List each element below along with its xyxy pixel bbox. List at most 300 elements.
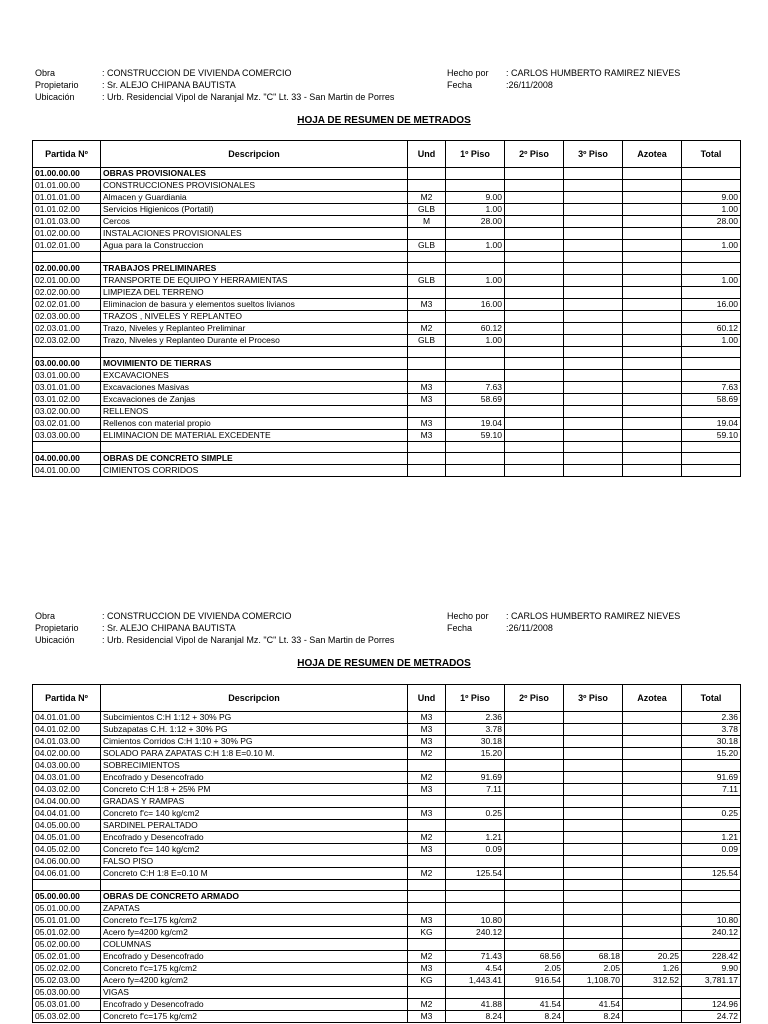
cell-piso2	[505, 287, 564, 299]
propietario-label: Propietario	[35, 623, 79, 633]
cell-und	[408, 453, 446, 465]
cell-descripcion: FALSO PISO	[101, 856, 408, 868]
cell-descripcion: Acero fy=4200 kg/cm2	[101, 975, 408, 987]
table-row	[33, 370, 741, 382]
cell-piso2	[505, 808, 564, 820]
cell-piso1: 1.21	[446, 832, 505, 844]
cell-piso2	[505, 832, 564, 844]
cell-descripcion: Eliminacion de basura y elementos sueltos livianos	[101, 299, 408, 311]
cell-azotea	[623, 228, 682, 240]
cell-descripcion: Trazo, Niveles y Replanteo Preliminar	[101, 323, 408, 335]
table-row	[33, 228, 741, 240]
col-header-descripcion: Descripcion	[101, 141, 408, 168]
cell-total	[682, 465, 741, 477]
cell-azotea	[623, 204, 682, 216]
cell-piso1: 0.09	[446, 844, 505, 856]
table-row	[33, 736, 741, 748]
cell-total: 9.00	[682, 192, 741, 204]
cell-piso3	[564, 311, 623, 323]
cell-piso1	[446, 263, 505, 275]
cell-piso1: 4.54	[446, 963, 505, 975]
cell-piso1: 125.54	[446, 868, 505, 880]
cell-azotea	[623, 856, 682, 868]
cell-piso3	[564, 287, 623, 299]
cell-partida: 01.01.01.00	[33, 192, 101, 204]
table-row	[33, 712, 741, 724]
hecho-value: : CARLOS HUMBERTO RAMIREZ NIEVES	[506, 611, 681, 621]
cell-partida: 01.01.02.00	[33, 204, 101, 216]
cell-total	[682, 891, 741, 903]
cell-und	[408, 987, 446, 999]
col-header-und: Und	[408, 141, 446, 168]
cell-und: GLB	[408, 335, 446, 347]
propietario-value: : Sr. ALEJO CHIPANA BAUTISTA	[102, 623, 236, 633]
cell-piso2	[505, 891, 564, 903]
cell-piso3	[564, 347, 623, 358]
cell-total	[682, 358, 741, 370]
cell-piso3	[564, 358, 623, 370]
cell-descripcion: COLUMNAS	[101, 939, 408, 951]
cell-piso3	[564, 465, 623, 477]
cell-piso3	[564, 915, 623, 927]
cell-descripcion: Subcimientos C:H 1:12 + 30% PG	[101, 712, 408, 724]
cell-total: 19.04	[682, 418, 741, 430]
cell-und	[408, 228, 446, 240]
cell-azotea	[623, 987, 682, 999]
cell-partida: 02.03.01.00	[33, 323, 101, 335]
cell-und: M2	[408, 999, 446, 1011]
cell-azotea	[623, 891, 682, 903]
cell-total: 1.00	[682, 240, 741, 252]
table-row	[33, 987, 741, 999]
cell-azotea	[623, 712, 682, 724]
cell-azotea	[623, 418, 682, 430]
cell-piso2	[505, 987, 564, 999]
cell-azotea	[623, 844, 682, 856]
cell-total: 1.21	[682, 832, 741, 844]
cell-piso2	[505, 880, 564, 891]
cell-piso2	[505, 311, 564, 323]
cell-piso2	[505, 868, 564, 880]
cell-piso1	[446, 347, 505, 358]
cell-azotea	[623, 465, 682, 477]
metrados-table-2	[32, 684, 741, 1023]
cell-azotea	[623, 168, 682, 180]
cell-und: M3	[408, 1011, 446, 1023]
table-row	[33, 891, 741, 903]
cell-und: M3	[408, 712, 446, 724]
table-row	[33, 796, 741, 808]
cell-piso1: 16.00	[446, 299, 505, 311]
table-row	[33, 358, 741, 370]
cell-piso1	[446, 168, 505, 180]
col-header-piso1: 1º Piso	[446, 685, 505, 712]
cell-azotea	[623, 927, 682, 939]
header-left-values	[102, 67, 394, 103]
cell-piso1: 28.00	[446, 216, 505, 228]
cell-piso3	[564, 180, 623, 192]
cell-und: M3	[408, 382, 446, 394]
cell-azotea	[623, 263, 682, 275]
table-row	[33, 287, 741, 299]
hecho-value: : CARLOS HUMBERTO RAMIREZ NIEVES	[506, 68, 681, 78]
cell-und	[408, 891, 446, 903]
cell-piso2	[505, 394, 564, 406]
table-row	[33, 275, 741, 287]
cell-piso2: 916.54	[505, 975, 564, 987]
cell-piso2	[505, 760, 564, 772]
cell-azotea	[623, 442, 682, 453]
cell-piso1	[446, 987, 505, 999]
cell-azotea	[623, 724, 682, 736]
cell-partida	[33, 252, 101, 263]
cell-descripcion: OBRAS DE CONCRETO SIMPLE	[101, 453, 408, 465]
table-row	[33, 808, 741, 820]
cell-total	[682, 347, 741, 358]
cell-piso2	[505, 772, 564, 784]
cell-piso1	[446, 856, 505, 868]
cell-partida: 04.06.01.00	[33, 868, 101, 880]
cell-piso3	[564, 772, 623, 784]
cell-total: 2.36	[682, 712, 741, 724]
cell-descripcion: Agua para la Construccion	[101, 240, 408, 252]
cell-total: 3.78	[682, 724, 741, 736]
cell-azotea	[623, 868, 682, 880]
cell-piso3	[564, 323, 623, 335]
cell-total: 228.42	[682, 951, 741, 963]
col-header-descripcion: Descripcion	[101, 685, 408, 712]
cell-piso1: 7.63	[446, 382, 505, 394]
cell-descripcion: Encofrado y Desencofrado	[101, 772, 408, 784]
cell-partida: 05.02.00.00	[33, 939, 101, 951]
table-row	[33, 832, 741, 844]
obra-value: : CONSTRUCCION DE VIVIENDA COMERCIO	[102, 68, 292, 78]
cell-piso3	[564, 216, 623, 228]
cell-total: 0.25	[682, 808, 741, 820]
cell-total: 7.11	[682, 784, 741, 796]
cell-piso1: 3.78	[446, 724, 505, 736]
cell-und: KG	[408, 927, 446, 939]
cell-piso2	[505, 252, 564, 263]
header-right	[447, 610, 489, 634]
table-row	[33, 975, 741, 987]
table-row	[33, 347, 741, 358]
cell-piso1	[446, 891, 505, 903]
cell-piso1: 9.00	[446, 192, 505, 204]
cell-piso3	[564, 808, 623, 820]
cell-descripcion	[101, 442, 408, 453]
cell-azotea	[623, 323, 682, 335]
cell-partida: 02.03.02.00	[33, 335, 101, 347]
cell-total: 124.96	[682, 999, 741, 1011]
cell-und: M3	[408, 844, 446, 856]
hecho-label: Hecho por	[447, 68, 489, 78]
cell-descripcion: Trazo, Niveles y Replanteo Durante el Proceso	[101, 335, 408, 347]
cell-total: 30.18	[682, 736, 741, 748]
table-row	[33, 784, 741, 796]
header-right-values	[506, 610, 680, 634]
cell-und	[408, 180, 446, 192]
cell-descripcion: Concreto f'c=175 kg/cm2	[101, 1011, 408, 1023]
cell-partida: 04.01.03.00	[33, 736, 101, 748]
cell-piso3	[564, 724, 623, 736]
cell-partida: 04.05.02.00	[33, 844, 101, 856]
cell-total: 15.20	[682, 748, 741, 760]
table-row	[33, 382, 741, 394]
cell-partida: 04.04.00.00	[33, 796, 101, 808]
cell-partida: 05.01.02.00	[33, 927, 101, 939]
cell-piso3	[564, 820, 623, 832]
cell-und	[408, 311, 446, 323]
cell-descripcion: TRAZOS , NIVELES Y REPLANTEO	[101, 311, 408, 323]
table-body	[33, 712, 741, 1023]
cell-und: M3	[408, 430, 446, 442]
table-row	[33, 772, 741, 784]
cell-partida: 04.03.00.00	[33, 760, 101, 772]
cell-und: M	[408, 216, 446, 228]
cell-total	[682, 796, 741, 808]
cell-descripcion: CONSTRUCCIONES PROVISIONALES	[101, 180, 408, 192]
cell-partida: 02.03.00.00	[33, 311, 101, 323]
cell-piso3: 68.18	[564, 951, 623, 963]
cell-piso3	[564, 442, 623, 453]
cell-piso3	[564, 335, 623, 347]
cell-total: 125.54	[682, 868, 741, 880]
cell-piso3	[564, 832, 623, 844]
cell-piso3	[564, 394, 623, 406]
cell-azotea: 312.52	[623, 975, 682, 987]
cell-piso2	[505, 915, 564, 927]
col-header-piso3: 3º Piso	[564, 685, 623, 712]
cell-partida: 05.02.02.00	[33, 963, 101, 975]
cell-piso1: 10.80	[446, 915, 505, 927]
cell-partida: 04.05.00.00	[33, 820, 101, 832]
cell-partida	[33, 880, 101, 891]
cell-piso1: 1.00	[446, 275, 505, 287]
cell-azotea: 20.25	[623, 951, 682, 963]
obra-value: : CONSTRUCCION DE VIVIENDA COMERCIO	[102, 611, 292, 621]
cell-piso1	[446, 370, 505, 382]
cell-piso3	[564, 252, 623, 263]
cell-descripcion: Acero fy=4200 kg/cm2	[101, 927, 408, 939]
cell-partida: 04.01.00.00	[33, 465, 101, 477]
cell-partida: 01.00.00.00	[33, 168, 101, 180]
cell-total: 9.90	[682, 963, 741, 975]
cell-partida: 02.02.00.00	[33, 287, 101, 299]
cell-total: 1.00	[682, 335, 741, 347]
cell-partida: 03.03.00.00	[33, 430, 101, 442]
cell-partida: 03.01.00.00	[33, 370, 101, 382]
cell-piso2: 41.54	[505, 999, 564, 1011]
cell-total: 16.00	[682, 299, 741, 311]
table-row	[33, 204, 741, 216]
cell-azotea	[623, 287, 682, 299]
cell-piso3	[564, 228, 623, 240]
cell-piso3	[564, 168, 623, 180]
propietario-label: Propietario	[35, 80, 79, 90]
cell-und: KG	[408, 975, 446, 987]
cell-partida: 04.05.01.00	[33, 832, 101, 844]
cell-azotea	[623, 999, 682, 1011]
cell-total	[682, 939, 741, 951]
cell-piso1: 1,443.41	[446, 975, 505, 987]
cell-piso1	[446, 358, 505, 370]
cell-descripcion: Almacen y Guardiania	[101, 192, 408, 204]
cell-piso3	[564, 748, 623, 760]
cell-piso2	[505, 796, 564, 808]
cell-total: 7.63	[682, 382, 741, 394]
cell-piso1	[446, 880, 505, 891]
cell-und	[408, 263, 446, 275]
cell-descripcion: Concreto f'c= 140 kg/cm2	[101, 844, 408, 856]
header-left	[35, 67, 79, 103]
table-row	[33, 299, 741, 311]
cell-piso3	[564, 856, 623, 868]
cell-piso2	[505, 748, 564, 760]
cell-partida: 04.04.01.00	[33, 808, 101, 820]
cell-und: M2	[408, 832, 446, 844]
cell-partida: 03.02.00.00	[33, 406, 101, 418]
table-row	[33, 844, 741, 856]
cell-piso3	[564, 382, 623, 394]
cell-total	[682, 263, 741, 275]
cell-piso1	[446, 939, 505, 951]
cell-partida	[33, 442, 101, 453]
cell-azotea	[623, 736, 682, 748]
cell-total	[682, 406, 741, 418]
col-header-azotea: Azotea	[623, 685, 682, 712]
cell-azotea	[623, 430, 682, 442]
cell-piso1	[446, 180, 505, 192]
table-row	[33, 442, 741, 453]
cell-descripcion: Concreto C:H 1:8 E=0.10 M	[101, 868, 408, 880]
col-header-piso2: 2º Piso	[505, 685, 564, 712]
cell-descripcion: GRADAS Y RAMPAS	[101, 796, 408, 808]
cell-piso2	[505, 358, 564, 370]
cell-azotea	[623, 903, 682, 915]
cell-piso3	[564, 903, 623, 915]
cell-piso1: 15.20	[446, 748, 505, 760]
cell-piso1	[446, 287, 505, 299]
cell-total: 1.00	[682, 275, 741, 287]
cell-piso2	[505, 844, 564, 856]
cell-descripcion: Concreto f'c= 140 kg/cm2	[101, 808, 408, 820]
cell-total: 3,781.17	[682, 975, 741, 987]
table-row	[33, 311, 741, 323]
cell-descripcion: SOLADO PARA ZAPATAS C:H 1:8 E=0.10 M.	[101, 748, 408, 760]
cell-descripcion: Cercos	[101, 216, 408, 228]
cell-descripcion: Cimientos Corridos C:H 1:10 + 30% PG	[101, 736, 408, 748]
cell-azotea	[623, 382, 682, 394]
cell-piso1: 8.24	[446, 1011, 505, 1023]
cell-partida: 03.02.01.00	[33, 418, 101, 430]
table-row	[33, 880, 741, 891]
cell-partida: 02.02.01.00	[33, 299, 101, 311]
cell-und	[408, 880, 446, 891]
ubicacion-label: Ubicación	[35, 635, 75, 645]
cell-piso2	[505, 299, 564, 311]
metrados-table-1	[32, 140, 741, 477]
cell-piso1: 60.12	[446, 323, 505, 335]
cell-piso2	[505, 927, 564, 939]
cell-piso2	[505, 465, 564, 477]
cell-partida: 01.02.00.00	[33, 228, 101, 240]
cell-partida: 03.00.00.00	[33, 358, 101, 370]
cell-und: M3	[408, 299, 446, 311]
header-right-values	[506, 67, 680, 91]
cell-piso1: 1.00	[446, 240, 505, 252]
cell-piso1	[446, 406, 505, 418]
cell-azotea	[623, 335, 682, 347]
cell-azotea	[623, 808, 682, 820]
cell-piso3	[564, 987, 623, 999]
cell-partida: 05.03.02.00	[33, 1011, 101, 1023]
cell-piso3	[564, 299, 623, 311]
cell-piso2	[505, 856, 564, 868]
cell-piso3	[564, 453, 623, 465]
cell-azotea	[623, 180, 682, 192]
cell-descripcion: MOVIMIENTO DE TIERRAS	[101, 358, 408, 370]
fecha-value: :26/11/2008	[506, 623, 553, 633]
cell-piso1: 2.36	[446, 712, 505, 724]
cell-und	[408, 442, 446, 453]
cell-descripcion: INSTALACIONES PROVISIONALES	[101, 228, 408, 240]
cell-piso3	[564, 927, 623, 939]
cell-piso3	[564, 880, 623, 891]
cell-total: 28.00	[682, 216, 741, 228]
cell-piso1: 71.43	[446, 951, 505, 963]
cell-descripcion: ZAPATAS	[101, 903, 408, 915]
table-row	[33, 999, 741, 1011]
cell-partida: 03.01.01.00	[33, 382, 101, 394]
cell-total: 59.10	[682, 430, 741, 442]
cell-piso3	[564, 192, 623, 204]
cell-partida: 04.06.00.00	[33, 856, 101, 868]
cell-total	[682, 880, 741, 891]
cell-und: M2	[408, 323, 446, 335]
cell-piso3	[564, 868, 623, 880]
cell-piso1: 59.10	[446, 430, 505, 442]
cell-azotea	[623, 216, 682, 228]
cell-descripcion: Encofrado y Desencofrado	[101, 951, 408, 963]
cell-partida: 04.00.00.00	[33, 453, 101, 465]
fecha-label: Fecha	[447, 80, 473, 90]
cell-descripcion: TRABAJOS PRELIMINARES	[101, 263, 408, 275]
table-row	[33, 252, 741, 263]
cell-piso1	[446, 442, 505, 453]
cell-total: 24.72	[682, 1011, 741, 1023]
cell-total	[682, 168, 741, 180]
cell-total	[682, 987, 741, 999]
cell-und: M2	[408, 951, 446, 963]
cell-piso3	[564, 263, 623, 275]
cell-piso2	[505, 180, 564, 192]
cell-und	[408, 939, 446, 951]
cell-piso2: 8.24	[505, 1011, 564, 1023]
cell-piso3: 1,108.70	[564, 975, 623, 987]
cell-piso3	[564, 939, 623, 951]
obra-label: Obra	[35, 611, 56, 621]
table-row	[33, 951, 741, 963]
cell-azotea	[623, 1011, 682, 1023]
cell-piso1	[446, 760, 505, 772]
cell-descripcion: TRANSPORTE DE EQUIPO Y HERRAMIENTAS	[101, 275, 408, 287]
cell-total	[682, 856, 741, 868]
cell-partida: 04.01.02.00	[33, 724, 101, 736]
table-row	[33, 453, 741, 465]
cell-partida: 05.00.00.00	[33, 891, 101, 903]
cell-descripcion: Rellenos con material propio	[101, 418, 408, 430]
